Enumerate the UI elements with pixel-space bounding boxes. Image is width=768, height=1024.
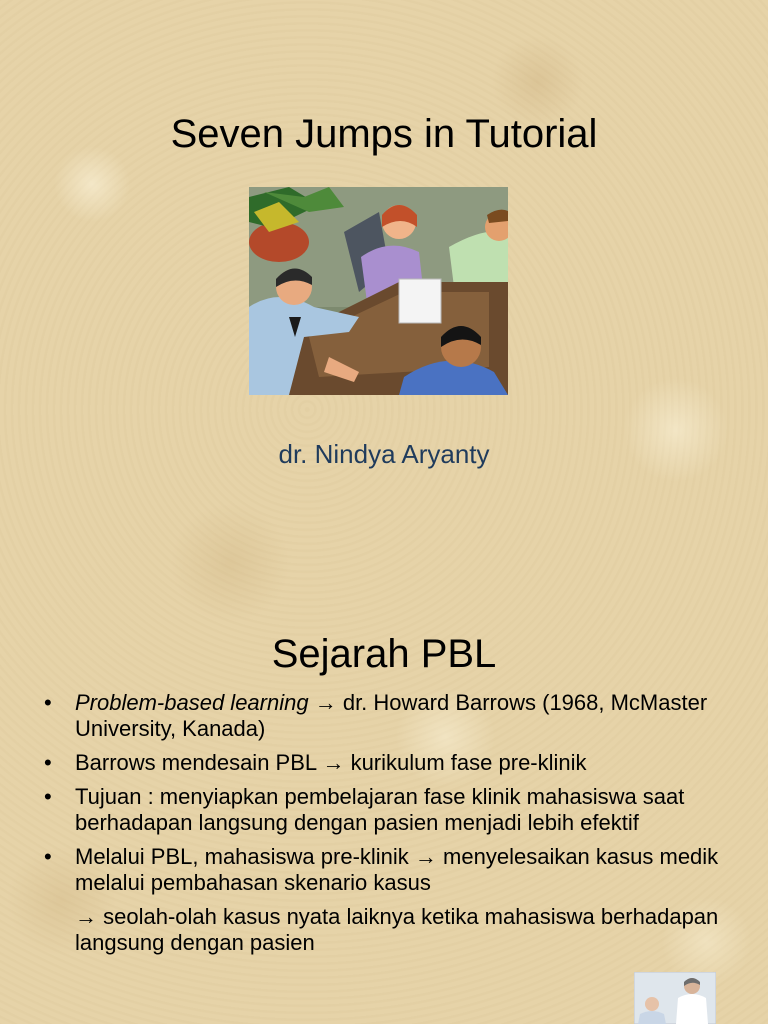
- doctor-patient-photo-icon: [634, 972, 716, 1024]
- arrow-icon: →: [314, 690, 337, 715]
- arrow-icon: →: [75, 904, 97, 929]
- arrow-icon: →: [322, 750, 345, 775]
- bullet-dot: •: [44, 844, 52, 869]
- meeting-clipart-icon: [249, 187, 508, 395]
- bullet-text: Tujuan : menyiapkan pembelajaran fase klinik mahasiswa saat berhadapan langsung dengan pasien menjadi lebih efektif: [75, 784, 685, 835]
- bullet-text: seolah-olah kasus nyata laiknya ketika mahasiswa berhadapan langsung dengan pasien: [75, 904, 719, 955]
- slide-sejarah-pbl: [0, 600, 768, 1024]
- bullet-text: Melalui PBL, mahasiswa pre-klinik: [75, 844, 409, 869]
- bullet-item: [44, 750, 734, 776]
- arrow-icon: →: [414, 844, 437, 869]
- bullet-dot: •: [44, 690, 52, 715]
- bullet-text: kurikulum fase pre-klinik: [350, 750, 587, 775]
- bullet-item: [44, 784, 734, 836]
- slide-heading: Sejarah PBL: [271, 632, 497, 676]
- bullet-italic-term: Problem-based learning: [75, 690, 309, 715]
- bullet-text: Barrows mendesain PBL: [75, 750, 317, 775]
- bullet-text: menyelesaikan kasus medik melalui pembahasan skenario kasus: [75, 844, 719, 895]
- bullet-text: dr. Howard Barrows (1968, McMaster University, Kanada): [75, 690, 708, 741]
- bullet-dot: •: [44, 750, 52, 775]
- author-name: dr. Nindya Aryanty: [278, 439, 490, 469]
- bullet-continuation: [44, 904, 734, 956]
- bullet-list: [44, 690, 734, 964]
- bullet-item: [44, 690, 734, 742]
- slide-title-heading: Seven Jumps in Tutorial: [170, 112, 598, 156]
- bullet-dot: •: [44, 784, 52, 809]
- bullet-item: [44, 844, 734, 896]
